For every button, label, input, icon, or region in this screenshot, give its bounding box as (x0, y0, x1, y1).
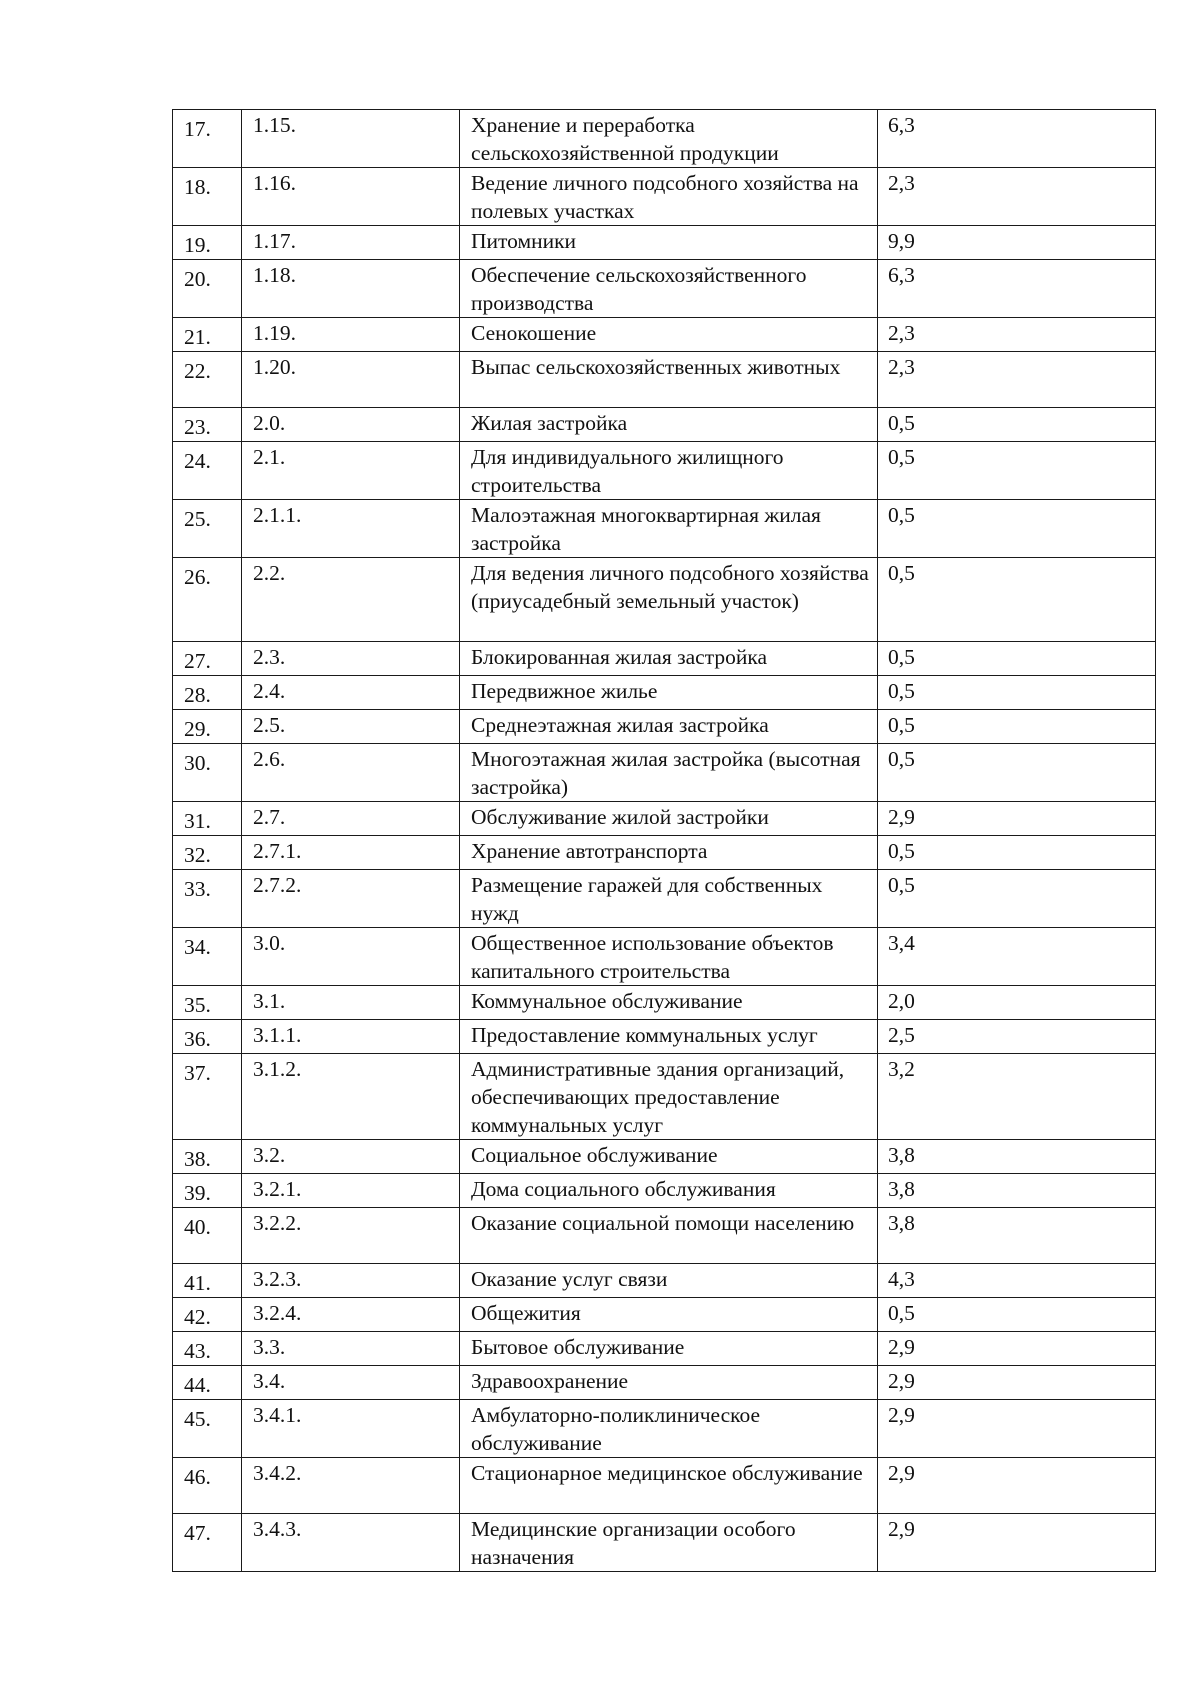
table-row (173, 500, 1156, 558)
coefficient-cell: 2,3 (878, 318, 1156, 352)
table-row (173, 870, 1156, 928)
coefficient-cell: 2,9 (878, 1332, 1156, 1366)
coefficient-cell: 2,9 (878, 1400, 1156, 1458)
row-number-cell: 26. (173, 558, 242, 642)
coefficient-cell: 3,8 (878, 1208, 1156, 1264)
row-number-cell: 20. (173, 260, 242, 318)
row-number-cell: 21. (173, 318, 242, 352)
row-number-cell: 35. (173, 986, 242, 1020)
land-use-name-cell: Хранение автотранспорта (460, 836, 878, 870)
row-number-cell: 29. (173, 710, 242, 744)
coefficient-cell: 9,9 (878, 226, 1156, 260)
coefficient-cell: 3,8 (878, 1140, 1156, 1174)
land-use-code-cell: 2.1.1. (242, 500, 460, 558)
row-number-cell: 23. (173, 408, 242, 442)
land-use-name-cell: Общежития (460, 1298, 878, 1332)
table-row (173, 318, 1156, 352)
table-row (173, 802, 1156, 836)
land-use-name-cell: Социальное обслуживание (460, 1140, 878, 1174)
land-use-name-cell: Оказание услуг связи (460, 1264, 878, 1298)
row-number-cell: 45. (173, 1400, 242, 1458)
row-number-cell: 33. (173, 870, 242, 928)
row-number-cell: 22. (173, 352, 242, 408)
land-use-code-cell: 3.4. (242, 1366, 460, 1400)
land-use-code-cell: 1.16. (242, 168, 460, 226)
land-use-code-cell: 2.1. (242, 442, 460, 500)
coefficient-cell: 3,4 (878, 928, 1156, 986)
land-use-name-cell: Административные здания организаций, обеспечивающих предоставление коммунальных услуг (460, 1054, 878, 1140)
land-use-name-cell: Предоставление коммунальных услуг (460, 1020, 878, 1054)
table-row (173, 1140, 1156, 1174)
coefficient-cell: 0,5 (878, 558, 1156, 642)
table-row (173, 1332, 1156, 1366)
table-row (173, 226, 1156, 260)
coefficient-cell: 0,5 (878, 500, 1156, 558)
land-use-code-cell: 2.7.2. (242, 870, 460, 928)
table-row (173, 1174, 1156, 1208)
row-number-cell: 25. (173, 500, 242, 558)
table-row (173, 1020, 1156, 1054)
land-use-code-cell: 3.4.3. (242, 1514, 460, 1572)
land-use-name-cell: Сенокошение (460, 318, 878, 352)
row-number-cell: 34. (173, 928, 242, 986)
row-number-cell: 36. (173, 1020, 242, 1054)
coefficient-cell: 3,2 (878, 1054, 1156, 1140)
table-row (173, 1054, 1156, 1140)
land-use-code-cell: 2.4. (242, 676, 460, 710)
land-use-code-cell: 3.2.4. (242, 1298, 460, 1332)
table-row (173, 744, 1156, 802)
table-row (173, 1366, 1156, 1400)
coefficient-cell: 4,3 (878, 1264, 1156, 1298)
coefficient-cell: 2,9 (878, 802, 1156, 836)
coefficient-cell: 0,5 (878, 676, 1156, 710)
table-row (173, 676, 1156, 710)
land-use-name-cell: Дома социального обслуживания (460, 1174, 878, 1208)
table-row (173, 1458, 1156, 1514)
row-number-cell: 41. (173, 1264, 242, 1298)
land-use-name-cell: Ведение личного подсобного хозяйства на полевых участках (460, 168, 878, 226)
coefficient-cell: 6,3 (878, 260, 1156, 318)
table-row (173, 1298, 1156, 1332)
table-row (173, 1208, 1156, 1264)
land-use-name-cell: Блокированная жилая застройка (460, 642, 878, 676)
table-row (173, 928, 1156, 986)
land-use-name-cell: Оказание социальной помощи населению (460, 1208, 878, 1264)
land-use-name-cell: Для индивидуального жилищного строительства (460, 442, 878, 500)
coefficient-cell: 2,9 (878, 1458, 1156, 1514)
row-number-cell: 19. (173, 226, 242, 260)
land-use-code-cell: 3.4.2. (242, 1458, 460, 1514)
table-row (173, 168, 1156, 226)
table-row (173, 442, 1156, 500)
coefficient-cell: 6,3 (878, 110, 1156, 168)
coefficient-cell: 0,5 (878, 442, 1156, 500)
land-use-code-cell: 2.7.1. (242, 836, 460, 870)
row-number-cell: 47. (173, 1514, 242, 1572)
table-row (173, 710, 1156, 744)
land-use-table (172, 109, 1156, 1572)
land-use-name-cell: Обслуживание жилой застройки (460, 802, 878, 836)
table-body (173, 110, 1156, 1572)
row-number-cell: 37. (173, 1054, 242, 1140)
row-number-cell: 44. (173, 1366, 242, 1400)
row-number-cell: 32. (173, 836, 242, 870)
land-use-code-cell: 1.15. (242, 110, 460, 168)
row-number-cell: 17. (173, 110, 242, 168)
land-use-code-cell: 1.19. (242, 318, 460, 352)
land-use-code-cell: 3.2.1. (242, 1174, 460, 1208)
land-use-name-cell: Стационарное медицинское обслуживание (460, 1458, 878, 1514)
land-use-name-cell: Передвижное жилье (460, 676, 878, 710)
land-use-code-cell: 3.1.1. (242, 1020, 460, 1054)
coefficient-cell: 2,9 (878, 1514, 1156, 1572)
land-use-code-cell: 1.17. (242, 226, 460, 260)
land-use-name-cell: Среднеэтажная жилая застройка (460, 710, 878, 744)
table-row (173, 642, 1156, 676)
land-use-code-cell: 3.2.3. (242, 1264, 460, 1298)
land-use-code-cell: 1.20. (242, 352, 460, 408)
land-use-name-cell: Медицинские организации особого назначения (460, 1514, 878, 1572)
table-row (173, 260, 1156, 318)
coefficient-cell: 3,8 (878, 1174, 1156, 1208)
row-number-cell: 31. (173, 802, 242, 836)
row-number-cell: 38. (173, 1140, 242, 1174)
land-use-code-cell: 2.2. (242, 558, 460, 642)
coefficient-cell: 0,5 (878, 1298, 1156, 1332)
land-use-name-cell: Коммунальное обслуживание (460, 986, 878, 1020)
coefficient-cell: 0,5 (878, 870, 1156, 928)
coefficient-cell: 0,5 (878, 642, 1156, 676)
land-use-name-cell: Для ведения личного подсобного хозяйства (приусадебный земельный участок) (460, 558, 878, 642)
coefficient-cell: 2,3 (878, 168, 1156, 226)
land-use-name-cell: Здравоохранение (460, 1366, 878, 1400)
row-number-cell: 24. (173, 442, 242, 500)
land-use-name-cell: Размещение гаражей для собственных нужд (460, 870, 878, 928)
table-row (173, 110, 1156, 168)
land-use-code-cell: 3.1.2. (242, 1054, 460, 1140)
row-number-cell: 40. (173, 1208, 242, 1264)
coefficient-cell: 0,5 (878, 744, 1156, 802)
land-use-code-cell: 3.3. (242, 1332, 460, 1366)
land-use-code-cell: 2.3. (242, 642, 460, 676)
table-row (173, 1400, 1156, 1458)
table-row (173, 352, 1156, 408)
row-number-cell: 30. (173, 744, 242, 802)
land-use-code-cell: 3.4.1. (242, 1400, 460, 1458)
land-use-name-cell: Малоэтажная многоквартирная жилая застройка (460, 500, 878, 558)
coefficient-cell: 2,5 (878, 1020, 1156, 1054)
coefficient-cell: 2,3 (878, 352, 1156, 408)
land-use-code-cell: 3.2.2. (242, 1208, 460, 1264)
land-use-code-cell: 1.18. (242, 260, 460, 318)
land-use-name-cell: Выпас сельскохозяйственных животных (460, 352, 878, 408)
table-row (173, 408, 1156, 442)
table-row (173, 1264, 1156, 1298)
land-use-name-cell: Жилая застройка (460, 408, 878, 442)
table-row (173, 836, 1156, 870)
land-use-code-cell: 2.5. (242, 710, 460, 744)
row-number-cell: 46. (173, 1458, 242, 1514)
table-row (173, 986, 1156, 1020)
land-use-code-cell: 3.1. (242, 986, 460, 1020)
land-use-name-cell: Хранение и переработка сельскохозяйственной продукции (460, 110, 878, 168)
land-use-code-cell: 3.2. (242, 1140, 460, 1174)
land-use-name-cell: Амбулаторно-поликлиническое обслуживание (460, 1400, 878, 1458)
land-use-name-cell: Питомники (460, 226, 878, 260)
land-use-name-cell: Многоэтажная жилая застройка (высотная застройка) (460, 744, 878, 802)
land-use-name-cell: Общественное использование объектов капитального строительства (460, 928, 878, 986)
coefficient-cell: 2,9 (878, 1366, 1156, 1400)
land-use-code-cell: 2.7. (242, 802, 460, 836)
land-use-code-cell: 3.0. (242, 928, 460, 986)
coefficient-cell: 0,5 (878, 408, 1156, 442)
row-number-cell: 39. (173, 1174, 242, 1208)
row-number-cell: 27. (173, 642, 242, 676)
row-number-cell: 28. (173, 676, 242, 710)
table-row (173, 1514, 1156, 1572)
coefficient-cell: 2,0 (878, 986, 1156, 1020)
land-use-name-cell: Бытовое обслуживание (460, 1332, 878, 1366)
land-use-name-cell: Обеспечение сельскохозяйственного производства (460, 260, 878, 318)
land-use-code-cell: 2.0. (242, 408, 460, 442)
table-row (173, 558, 1156, 642)
row-number-cell: 18. (173, 168, 242, 226)
coefficient-cell: 0,5 (878, 836, 1156, 870)
coefficient-cell: 0,5 (878, 710, 1156, 744)
row-number-cell: 42. (173, 1298, 242, 1332)
land-use-code-cell: 2.6. (242, 744, 460, 802)
row-number-cell: 43. (173, 1332, 242, 1366)
